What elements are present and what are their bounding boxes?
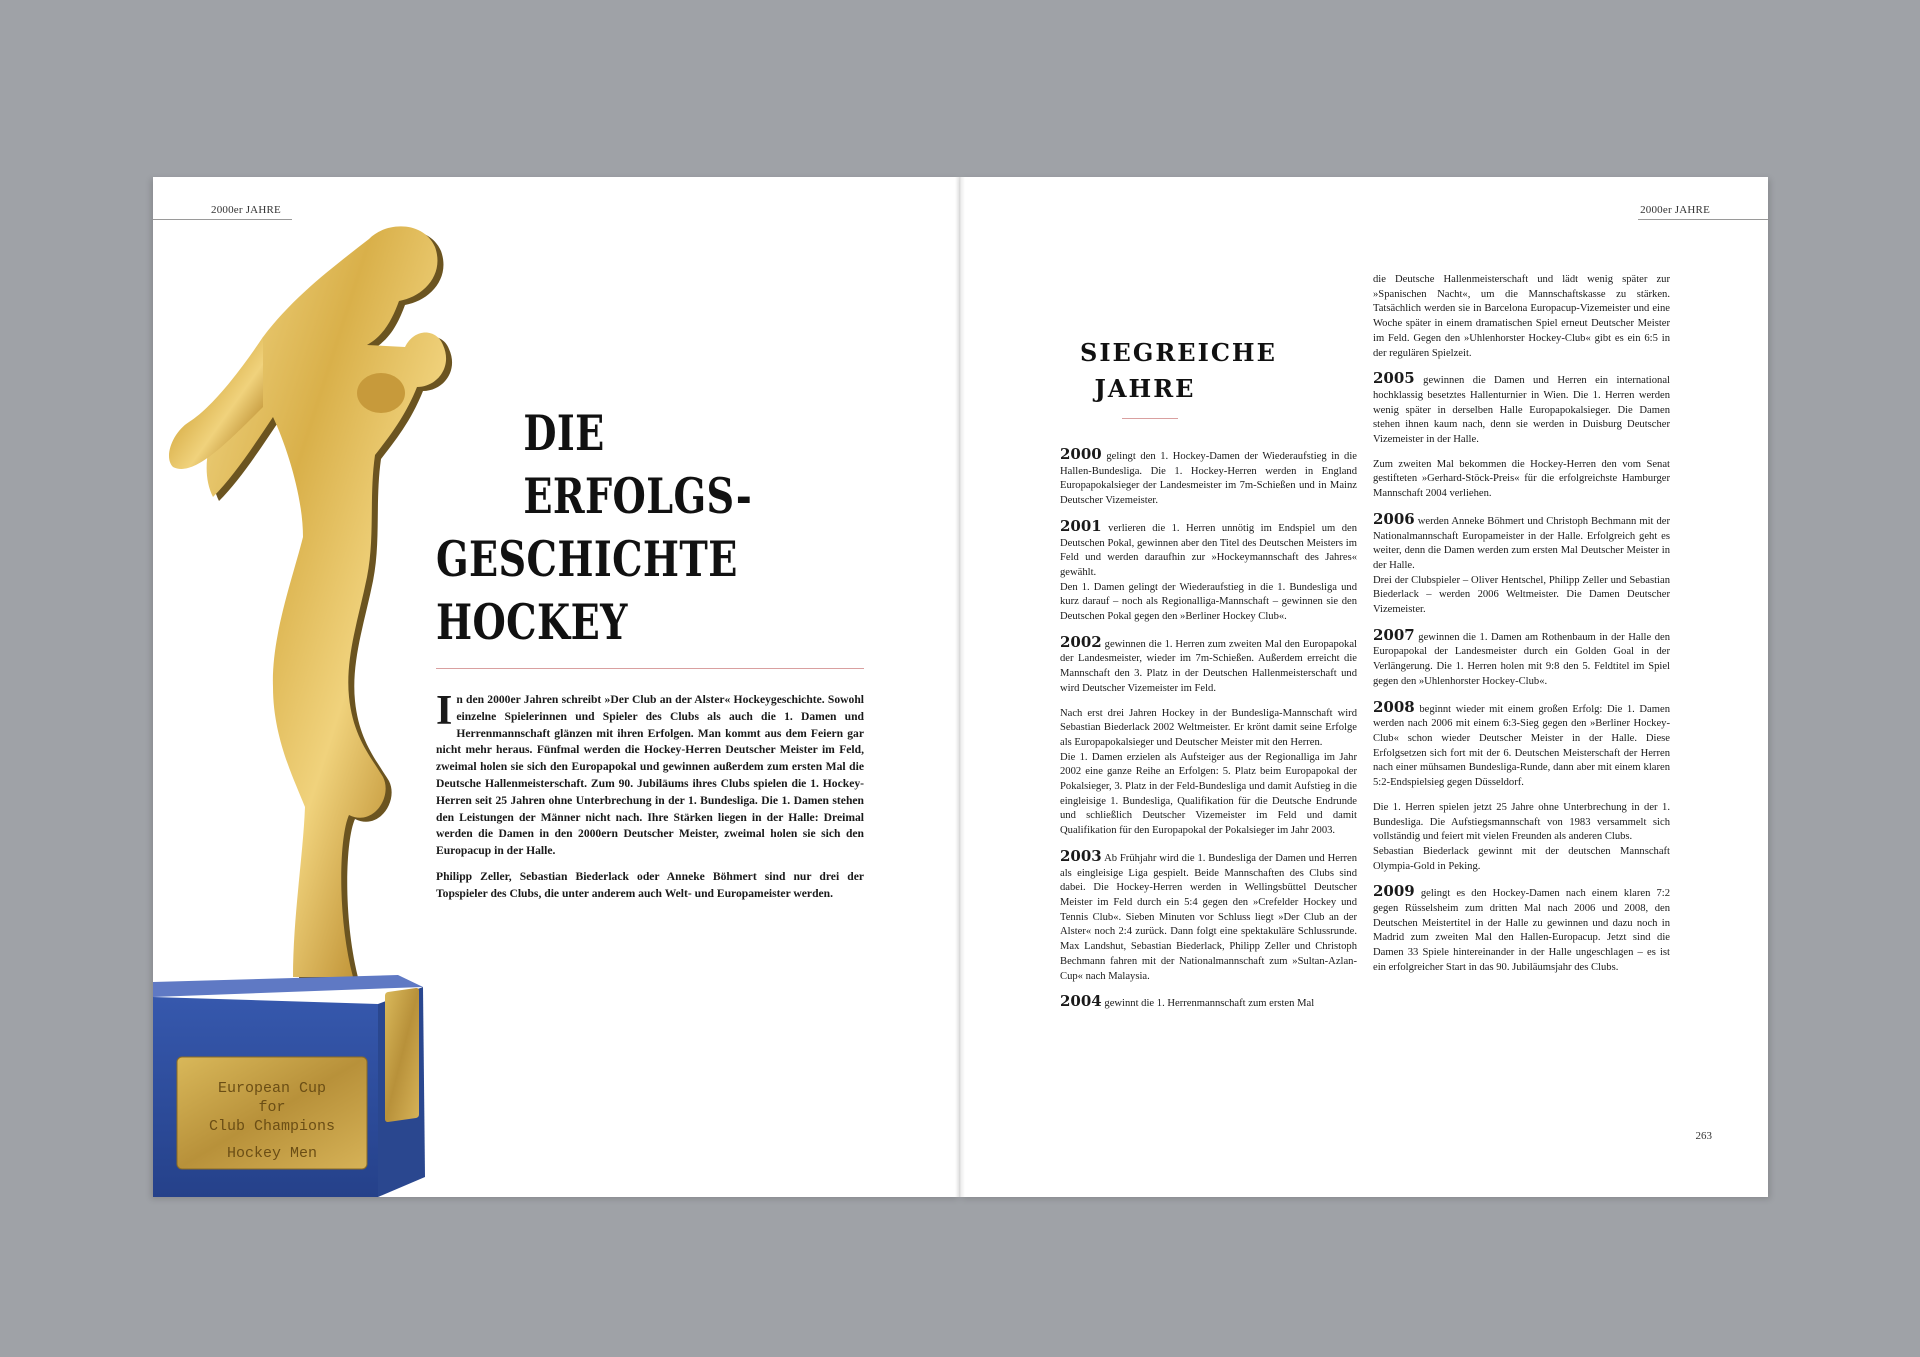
text-column-2 (1373, 273, 1670, 986)
year-text: Ab Frühjahr wird die 1. Bundesliga der Damen und Herren als eingleisige Liga gespielt. Beide Mannschaften des Clubs sind dabei. Die Hockey-Herren werden in Wellingsbüttel Deutscher Meister im Feld durch ein 5:4 gegen den »Crefelder Hockey und Tennis Club«. Sieben Minuten vor Schluss liegt »Der Club an der Alster« noch 2:4 zurück. Dann folgt eine spektakuläre Schlussrunde. Max Landshut, Sebastian Biederlack, Philipp Zeller und Christoph Bechmann fahren mit der Nationalmannschaft zum »Sultan-Azlan-Cup« nach Malaysia. (1060, 852, 1357, 982)
trophy-plaque-line-4: Hockey Men (226, 1145, 318, 1162)
intro-paragraph (436, 688, 864, 860)
section-title-line-2: JAHRE (1094, 374, 1196, 403)
year-entry (1060, 707, 1357, 839)
trophy-base-top (153, 975, 423, 997)
title-rule (436, 668, 864, 669)
year-text: Den 1. Damen gelingt der Wiederaufstieg in die 1. Bundesliga und kurz darauf – noch als Regionalliga-Mannschaft – gewinnen sie den Deutschen Pokal gegen den »Berliner Hockey Club«. (1060, 581, 1357, 623)
trophy-plaque-line-2: for (258, 1099, 286, 1116)
trophy-side-plaque (385, 988, 419, 1123)
trophy-hand (357, 373, 405, 413)
right-page (960, 177, 1768, 1197)
year-label: 2004 (1060, 992, 1102, 1011)
year-text: gelingt den 1. Hockey-Damen der Wiederaufstieg in die Hallen-Bundesliga. Die 1. Hockey-Herren werden in England Europapokalsieger der Landesmeister im 7m-Schießen und in Mainz Deutscher Vizemeister. (1060, 451, 1357, 507)
year-label: 2002 (1060, 632, 1102, 651)
running-head: 2000er JAHRE (211, 204, 281, 216)
year-entry (1373, 273, 1670, 361)
year-entry (1060, 632, 1357, 697)
year-entry (1373, 458, 1670, 502)
year-text: werden Anneke Böhmert und Christoph Bechmann mit der Nationalmannschaft Europameister in der Halle. Erfolgreich geht es weiter, denn die Damen werden zum ersten Mal Deutscher Meister in der Halle. (1373, 515, 1670, 571)
year-label: 2001 (1060, 516, 1102, 535)
year-entry (1373, 697, 1670, 791)
year-text: Nach erst drei Jahren Hockey in der Bundesliga-Mannschaft wird Sebastian Biederlack 2002 Weltmeister. Er krönt damit seine Erfolge als Europapokalsieger und Deutscher Meister mit den Herren. (1060, 707, 1357, 748)
year-text: Zum zweiten Mal bekommen die Hockey-Herren den vom Senat gestifteten »Gerhard-Stöck-Preis« für die erfolgreichste Hamburger Mannschaft 2004 verliehen. (1373, 458, 1670, 500)
year-label: 2008 (1373, 697, 1415, 716)
year-entry (1373, 625, 1670, 690)
title-line-4: HOCKEY (436, 593, 628, 651)
year-entry (1060, 516, 1357, 625)
year-text: beginnt wieder mit einem großen Erfolg: Die 1. Damen werden nach 2006 mit einem 6:3-Sieg gegen den »Berliner Hockey-Club« schon wieder Deutscher Meister in der Halle. Diese Erfolgsetzen sich fort mit der 6. Deutschen Meisterschaft der Herren nach einer mühsamen Bundesliga-Runde, dann aber mit einem klaren 5:2-Endspielsieg gegen Düsseldorf. (1373, 703, 1670, 789)
year-text: gewinnen die 1. Herren zum zweiten Mal den Europapokal der Landesmeister, wieder im 7m-Schießen. Außerdem erreicht die Mannschaft den 3. Platz in der Deutschen Hallenmeisterschaft und wird Deutscher Vizemeister im Feld. (1060, 638, 1357, 694)
intro-text: n den 2000er Jahren schreibt »Der Club an der Alster« Hockeygeschichte. Sowohl einzelne Spielerinnen und Spieler des Clubs als auch die 1. Damen und Herrenmannschaft glänzen mit ihren Erfolgen. Man kommt aus dem Feiern gar nicht mehr heraus. Fünfmal werden die Hockey-Herren Deutscher Meister im Feld, zweimal holen sie sich den Europapokal und gewinnen außerdem zum ersten Mal die Deutsche Hallenmeisterschaft. Zum 90. Jubiläums ihres Clubs spielen die 1. Hockey-Herren seit 25 Jahren ohne Unterbrechung in der 1. Bundesliga. Die 1. Damen stehen den Leistungen der Männer nicht nach. Ihre Stärken liegen in der Halle: Dreimal werden die Damen in den 2000ern Deutscher Meister, zweimal holen sie sich den Europacup in der Halle. (436, 693, 864, 858)
year-text: Drei der Clubspieler – Oliver Hentschel, Philipp Zeller und Sebastian Biederlack – werden 2006 Weltmeister. Die Damen Deutscher Vizemeister. (1373, 574, 1670, 616)
year-text: gewinnen die Damen und Herren ein international hochklassig besetztes Hallenturnier in Wien. Die 1. Herren werden wenig später in derselben Halle Europapokalsieger. Die Damen stehen ihnen kaum nach, denn sie werden in Duisburg Deutscher Vizemeister in der Halle. (1373, 375, 1670, 446)
year-label: 2006 (1373, 509, 1415, 528)
year-text: gewinnen die 1. Damen am Rothenbaum in der Halle den Europapokal der Landesmeister durch ein Golden Goal in der Verlängerung. Die 1. Herren holen mit 9:8 den 5. Feldtitel im Spiel gegen den »Uhlenhorster Hockey-Club«. (1373, 631, 1670, 687)
year-label: 2005 (1373, 369, 1415, 388)
year-text: verlieren die 1. Herren unnötig im Endspiel um den Deutschen Pokal, gewinnen aber den Titel des Deutschen Meisters im Feld und werden daraufhin zur »Hockeymannschaft des Jahres« gewählt. (1060, 522, 1357, 578)
year-entry (1373, 884, 1670, 975)
year-entry (1060, 447, 1357, 509)
year-entry (1060, 846, 1357, 984)
title-line-3: GESCHICHTE (436, 530, 738, 588)
year-entry (1373, 509, 1670, 618)
year-label: 2000 (1060, 445, 1102, 463)
intro-dropcap: I (436, 688, 453, 734)
year-text: gewinnt die 1. Herrenmannschaft zum ersten Mal (1101, 998, 1315, 1010)
title-line-2: ERFOLGS- (523, 467, 753, 525)
running-head-rule-right (1638, 219, 1768, 220)
year-entry (1373, 371, 1670, 448)
trophy-plaque-line-1: European Cup (217, 1080, 327, 1097)
section-title-line-1: SIEGREICHE (1080, 338, 1277, 367)
year-label: 2003 (1060, 846, 1102, 865)
page-title (436, 402, 752, 654)
left-page (153, 177, 960, 1197)
title-line-1: DIE (523, 404, 605, 462)
year-label: 2007 (1373, 625, 1415, 644)
intro-paragraph-2: Philipp Zeller, Sebastian Biederlack oder Anneke Böhmert sind nur drei der Topspieler des Clubs, die unter anderem auch Welt- und Europameister werden. (436, 870, 864, 900)
section-title (1080, 335, 1277, 407)
year-text: Die 1. Damen erzielen als Aufsteiger aus der Regionalliga im Jahr 2002 eine ganze Reihe an Erfolgen: 5. Platz beim Europapokal der Pokalsieger, 3. Platz in der Feld-Bundesliga und damit Aufstieg in die eingleisige 1. Bundesliga, Qualifikation für die Deutsche Endrunde und schließlich Deutscher Vizemeister im Feld und damit Qualifikation für den Europapokal der Pokalsieger im Jahr 2003. (1060, 751, 1357, 837)
text-column-1 (1060, 447, 1357, 1022)
section-rule (1122, 418, 1178, 419)
trophy-plaque-line-3: Club Champions (208, 1118, 336, 1135)
running-head-right: 2000er JAHRE (1640, 204, 1710, 216)
year-entry (1373, 801, 1670, 875)
page-number: 263 (1695, 1130, 1712, 1142)
year-text: gelingt es den Hockey-Damen nach einem klaren 7:2 gegen Rüsselsheim zum dritten Mal nach 2006 und 2008, den Deutschen Meistertitel in der Halle zu gewinnen und dazu noch in Madrid zum zweiten Mal den Hallen-Europacup. Jetzt sind die Damen 33 Spiele hintereinander in der Halle ungeschlagen – es ist ein erfolgreicher Start in das 90. Jubiläumsjahr des Clubs. (1373, 888, 1670, 973)
year-text: die Deutsche Hallenmeisterschaft und lädt wenig später zur »Spanischen Nacht«, um die Mannschaftskasse zu stärken. Tatsächlich werden sie in Barcelona Europacup-Vizemeister und eine Woche später in einem dramatischen Spiel erneut Deutscher Meister im Feld. Gegen den »Uhlenhorster Hockey-Club« gibt es ein 6:5 in der regulären Spielzeit. (1373, 274, 1670, 359)
year-text: Sebastian Biederlack gewinnt mit der deutschen Mannschaft Olympia-Gold in Peking. (1373, 845, 1670, 872)
year-label: 2009 (1373, 882, 1415, 901)
trophy-figure (207, 226, 446, 977)
year-entry (1060, 994, 1357, 1012)
year-text: Die 1. Herren spielen jetzt 25 Jahre ohne Unterbrechung in der 1. Bundesliga. Die Aufstiegsmannschaft von 1983 versammelt sich vollständig und feiert mit vielen Freunden als anderen Clubs. (1373, 801, 1670, 843)
